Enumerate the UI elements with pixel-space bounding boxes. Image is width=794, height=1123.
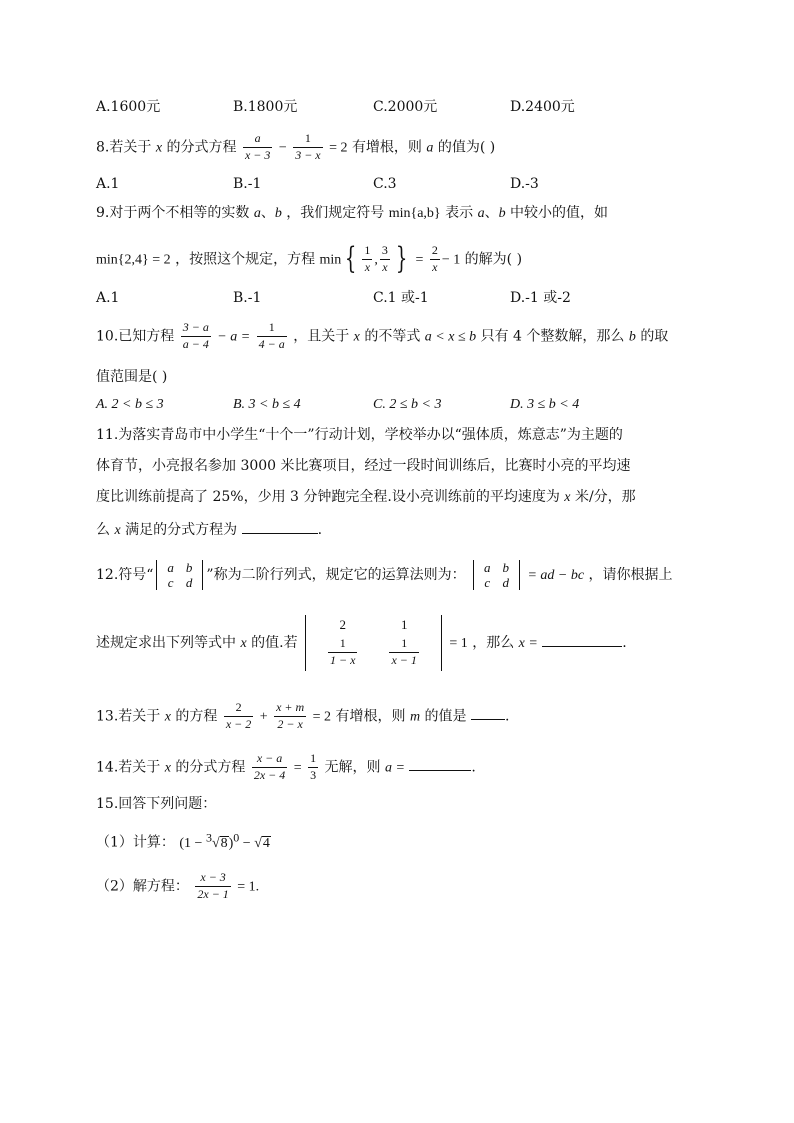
question-13: 13.若关于 x 的方程 $\frac{2}{x - 2}$ + $\frac{x + m}{2 - x}$ = 2 有增根，则 m 的值是 .: [96, 700, 510, 731]
q11-answer-blank[interactable]: [242, 521, 318, 534]
question-12-line-1: 12.符号“ a b c d ”称为二阶行列式，规定它的运算法则为： a b c d = ad − bc ，请你根据上: [96, 560, 673, 590]
q8-option-a[interactable]: A.1: [96, 176, 120, 192]
question-9-line-1: 9.对于两个不相等的实数 a、b ，我们规定符号 min{a,b} 表示 a、b 中较小的值，如: [96, 205, 609, 221]
question-9-line-2: min{2,4} = 2 ，按照这个规定，方程 min { $\frac{1}{x}$ , $\frac{3}{x}$ } = $\frac{2}{x}$ − 1 的解为( ): [96, 241, 523, 277]
q12-answer-blank[interactable]: [542, 634, 622, 647]
question-11-line-4: 么 x 满足的分式方程为 .: [96, 522, 323, 538]
question-14: 14.若关于 x 的分式方程 $\frac{x - a}{2x - 4}$ = $\frac{1}{3}$ 无解，则 a = .: [96, 751, 476, 782]
question-10-line-1: 10.已知方程 $\frac{3 - a}{a - 4}$ − a = $\frac{1}{4 - a}$ ，且关于 x 的不等式 a < x ≤ b 只有 4 个整数解，那么 b 的取: [96, 320, 669, 351]
left-brace: {: [345, 241, 357, 277]
question-15-title: 15.回答下列问题：: [96, 796, 217, 812]
q9-option-b[interactable]: B.-1: [233, 290, 262, 306]
right-brace: }: [395, 241, 408, 277]
question-15-part-2: （2）解方程： $\frac{x - 3}{2x - 1}$ = 1.: [96, 870, 260, 901]
q8-option-b[interactable]: B.-1: [233, 176, 262, 192]
question-11-line-1: 11.为落实青岛市中小学生“十个一”行动计划，学校举办以“强体质，炼意志”为主题的: [96, 427, 623, 443]
q9-option-d[interactable]: D.-1 或-2: [510, 290, 571, 306]
q7-option-d[interactable]: D.2400元: [510, 99, 575, 115]
q14-answer-blank[interactable]: [409, 758, 471, 771]
question-10-line-2: 值范围是( ): [96, 369, 168, 385]
q8-fraction-1: $\frac{a}{x - 3}$: [244, 131, 271, 162]
determinant-symbol: a b c d: [156, 560, 203, 590]
q10-option-c[interactable]: C. 2 ≤ b < 3: [373, 397, 442, 412]
determinant-rule: a b c d: [473, 560, 520, 590]
q7-option-b[interactable]: B.1800元: [233, 99, 298, 115]
question-12-line-2: 述规定求出下列等式中 x 的值.若 2 1 $\frac{1}{1 - x}$ $\frac{1}{x - 1}$ = 1 ，那么 x = .: [96, 615, 627, 671]
q7-option-a[interactable]: A.1600元: [96, 99, 161, 115]
q10-option-a[interactable]: A. 2 < b ≤ 3: [96, 397, 164, 412]
q13-answer-blank[interactable]: [471, 707, 505, 720]
q9-option-a[interactable]: A.1: [96, 290, 120, 306]
q10-option-d[interactable]: D. 3 ≤ b < 4: [510, 397, 580, 412]
question-8: 8.若关于 x 的分式方程 $\frac{a}{x - 3}$ − $\frac{1}{3 - x}$ = 2 有增根，则 a 的值为( ): [96, 131, 496, 162]
question-15-part-1: （1）计算： $(1 - ^3√8)^0 - √4$: [96, 830, 270, 851]
question-11-line-3: 度比训练前提高了 25%，少用 3 分钟跑完全程.设小亮训练前的平均速度为 x 米/分，那: [96, 489, 636, 505]
q8-option-c[interactable]: C.3: [373, 176, 397, 192]
q7-option-c[interactable]: C.2000元: [373, 99, 438, 115]
q8-option-d[interactable]: D.-3: [510, 176, 539, 192]
q10-option-b[interactable]: B. 3 < b ≤ 4: [233, 397, 301, 412]
q8-fraction-2: $\frac{1}{3 - x}$: [295, 131, 321, 162]
question-11-line-2: 体育节，小亮报名参加 3000 米比赛项目，经过一段时间训练后，比赛时小亮的平均速: [96, 458, 631, 474]
determinant-equation: 2 1 $\frac{1}{1 - x}$ $\frac{1}{x - 1}$: [305, 615, 442, 671]
q9-option-c[interactable]: C.1 或-1: [373, 290, 429, 306]
